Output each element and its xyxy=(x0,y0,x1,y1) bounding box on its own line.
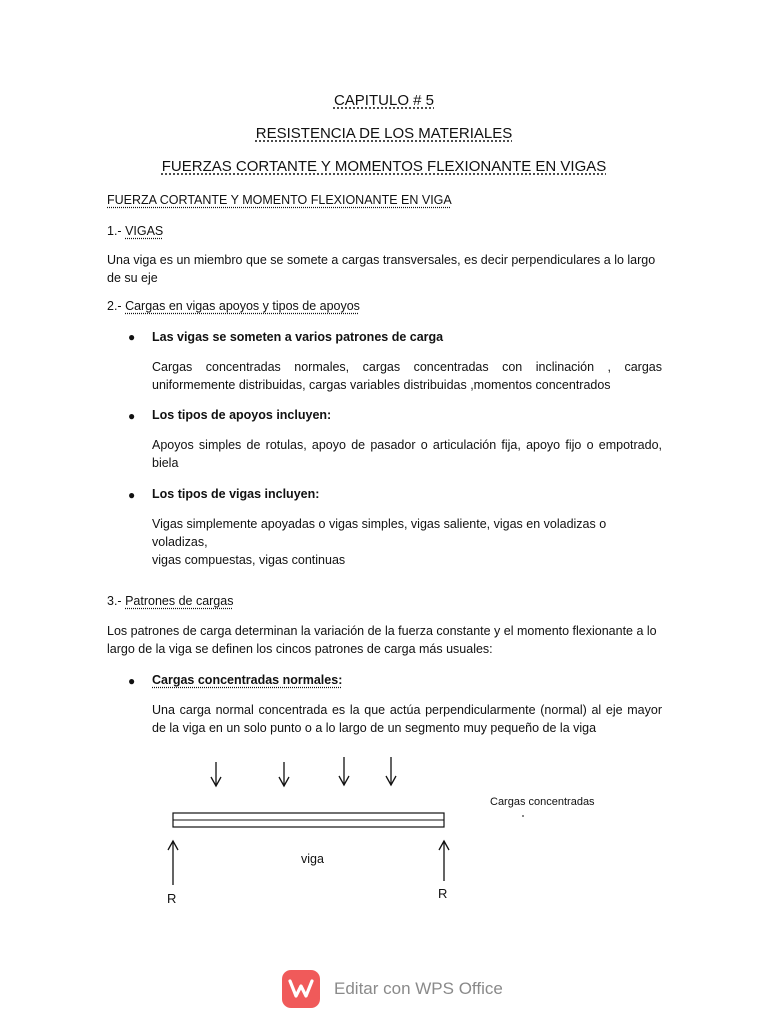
wps-edit-button[interactable] xyxy=(282,968,503,1010)
section-1-heading: 1.- VIGAS xyxy=(107,224,164,238)
reaction-arrow-left xyxy=(168,841,178,885)
section-3-paragraph: Los patrones de carga determinan la variación de la fuerza constante y el momento flexionante a lo largo de la viga se definen los cincos patrones de carga más usuales: xyxy=(107,624,657,656)
load-arrow xyxy=(386,757,396,785)
topic-title: FUERZAS CORTANTE Y MOMENTOS FLEXIONANTE EN VIGAS xyxy=(161,158,607,175)
beam-label: viga xyxy=(301,852,324,866)
bullet-icon: ● xyxy=(128,488,136,502)
reaction-right-label: R xyxy=(438,886,448,901)
section-3-heading: 3.- Patrones de cargas xyxy=(107,594,234,608)
bullet-load-patterns-text: Cargas concentradas normales, cargas concentradas con inclinación , cargas uniformemente distribuidas, cargas variables distribuidas ,momentos concentrados xyxy=(152,360,662,392)
bullet-support-types: Los tipos de apoyos incluyen: xyxy=(152,408,332,422)
section-2-heading: 2.- Cargas en vigas apoyos y tipos de apoyos xyxy=(107,299,360,313)
bullet-support-types-text: Apoyos simples de rotulas, apoyo de pasador o articulación fija, apoyo fijo o empotrado, biela xyxy=(152,438,662,470)
bullet-concentrated-loads-text: Una carga normal concentrada es la que actúa perpendicularmente (normal) al eje mayor de la viga en un solo punto o a lo largo de un segmento muy pequeño de la viga xyxy=(152,703,662,735)
bullet-load-patterns: Las vigas se someten a varios patrones de carga xyxy=(152,330,444,344)
section-1-paragraph: Una viga es un miembro que se somete a cargas transversales, es decir perpendiculares a lo largo de su eje xyxy=(107,253,656,285)
load-arrow xyxy=(211,762,221,786)
reaction-arrow-right xyxy=(439,841,449,881)
loads-label: Cargas concentradas xyxy=(490,796,595,808)
bullet-icon: ● xyxy=(128,409,136,423)
bullet-beam-types: Los tipos de vigas incluyen: xyxy=(152,487,320,501)
load-arrow xyxy=(279,762,289,786)
section-title: FUERZA CORTANTE Y MOMENTO FLEXIONANTE EN VIGA xyxy=(107,193,452,207)
bullet-beam-types-text: Vigas simplemente apoyadas o vigas simples, vigas saliente, vigas en voladizas o voladizas, vigas compuestas, vigas continuas xyxy=(152,517,607,567)
reaction-left-label: R xyxy=(167,891,177,906)
chapter-title: CAPITULO # 5 xyxy=(333,92,435,109)
load-arrow xyxy=(339,757,349,785)
bullet-concentrated-loads: Cargas concentradas normales: xyxy=(152,673,343,687)
wps-logo-icon xyxy=(282,970,320,1008)
bullet-icon: ● xyxy=(128,330,136,344)
bullet-icon: ● xyxy=(128,674,136,688)
wps-edit-label: Editar con WPS Office xyxy=(334,979,503,998)
subject-title: RESISTENCIA DE LOS MATERIALES xyxy=(255,125,513,142)
